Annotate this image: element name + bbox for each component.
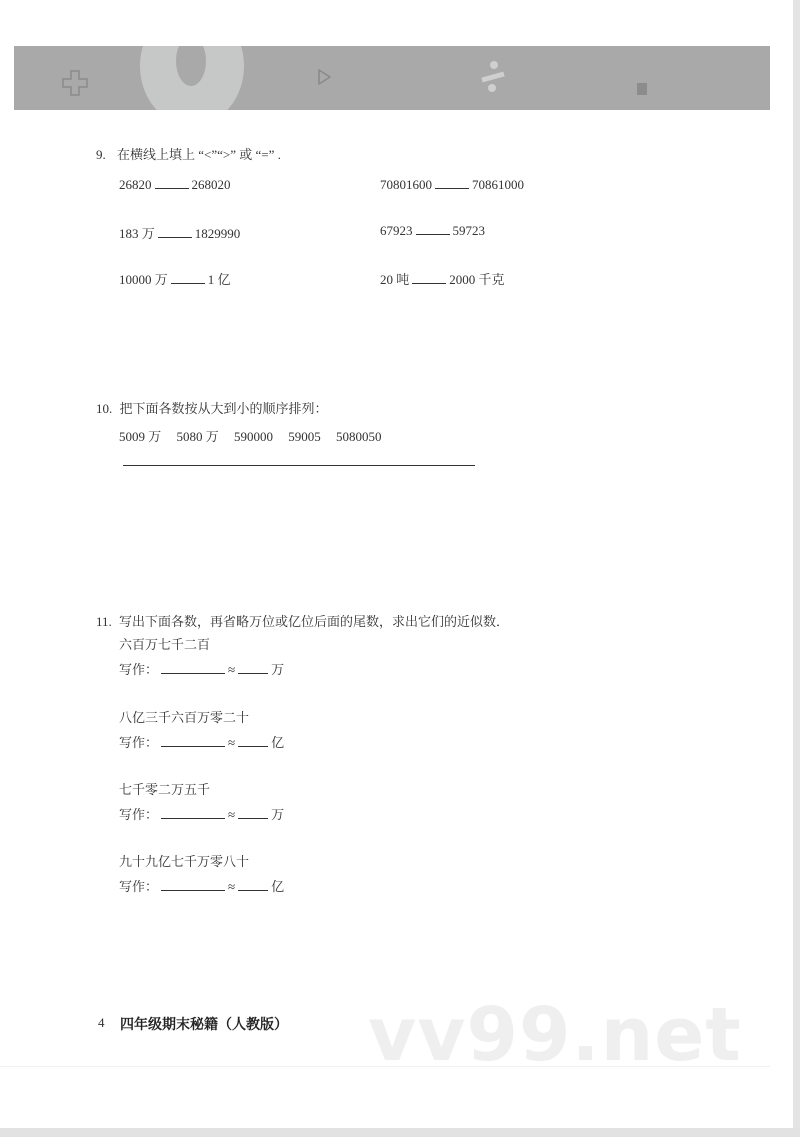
number-item: 590000 [234,429,274,444]
footer-title: 四年级期末秘籍（人教版） [120,1017,288,1033]
compare-item [380,223,485,239]
question-prompt: 写出下面各数，再省略万位或亿位后面的尾数，求出它们的近似数． [119,614,510,629]
write-label: 写作： [119,662,159,677]
approx-blank[interactable] [238,672,268,674]
right-value: 70861000 [472,177,524,192]
write-row [119,804,284,823]
compare-item [380,177,524,193]
number-words: 七千零二万五千 [119,782,211,797]
number-blank[interactable] [161,817,225,819]
question-9 [96,144,281,163]
divide-icon [480,60,506,94]
answer-blank[interactable] [412,282,446,284]
number-list [119,426,382,445]
approx-blank[interactable] [238,745,268,747]
question-number: 10. [96,401,113,416]
watermark: vv99.net [368,992,742,1078]
left-value: 70801600 [380,177,432,192]
write-row [119,732,284,751]
header-banner [14,46,770,110]
compare-item [119,269,231,288]
number-blank[interactable] [161,745,225,747]
right-value: 1 亿 [207,272,231,287]
unit: 万 [271,807,285,822]
unit: 万 [271,662,285,677]
number-blank[interactable] [161,889,225,891]
unit: 亿 [271,879,285,894]
plus-icon [60,68,90,98]
write-label: 写作： [119,879,159,894]
right-value: 2000 千克 [449,272,505,287]
question-11 [96,611,509,630]
write-row [119,659,284,678]
number-words: 八亿三千六百万零二十 [119,710,250,725]
number-item: 5080 万 [176,429,219,444]
approx-sign: ≈ [228,879,236,894]
number-words: 六百万七千二百 [119,637,211,652]
flower-icon [634,80,650,98]
question-number: 9. [96,147,106,162]
question-prompt: 把下面各数按从大到小的顺序排列： [119,401,328,416]
approx-blank[interactable] [238,889,268,891]
number-item: 5080050 [336,429,382,444]
approx-blank[interactable] [238,817,268,819]
question-prompt: 在横线上填上 “<”“>” 或 “=” . [117,147,281,162]
number-item: 5009 万 [119,429,162,444]
left-value: 20 吨 [380,272,410,287]
unit: 亿 [271,735,285,750]
answer-blank[interactable] [158,236,192,238]
write-label: 写作： [119,807,159,822]
write-row [119,876,284,895]
approx-sign: ≈ [228,662,236,677]
number-item: 59005 [288,429,321,444]
compare-item [119,223,240,242]
write-label: 写作： [119,735,159,750]
compare-item [119,177,231,193]
page-number: 4 [98,1015,105,1030]
left-value: 183 万 [119,226,155,241]
answer-blank[interactable] [155,187,189,189]
answer-line[interactable] [123,465,475,466]
number-blank[interactable] [161,672,225,674]
approx-sign: ≈ [228,735,236,750]
left-value: 67923 [380,223,413,238]
number-words: 九十九亿七千万零八十 [119,854,250,869]
left-value: 26820 [119,177,152,192]
page-edge-bottom [0,1128,800,1137]
answer-blank[interactable] [416,233,450,235]
compare-item [380,269,505,288]
approx-sign: ≈ [228,807,236,822]
right-value: 1829990 [194,226,241,241]
page-edge-right [793,0,800,1137]
left-value: 10000 万 [119,272,168,287]
play-icon [316,68,332,86]
right-value: 268020 [191,177,231,192]
question-10 [96,398,328,417]
answer-blank[interactable] [171,282,205,284]
answer-blank[interactable] [435,187,469,189]
right-value: 59723 [452,223,485,238]
question-number: 11. [96,614,112,629]
